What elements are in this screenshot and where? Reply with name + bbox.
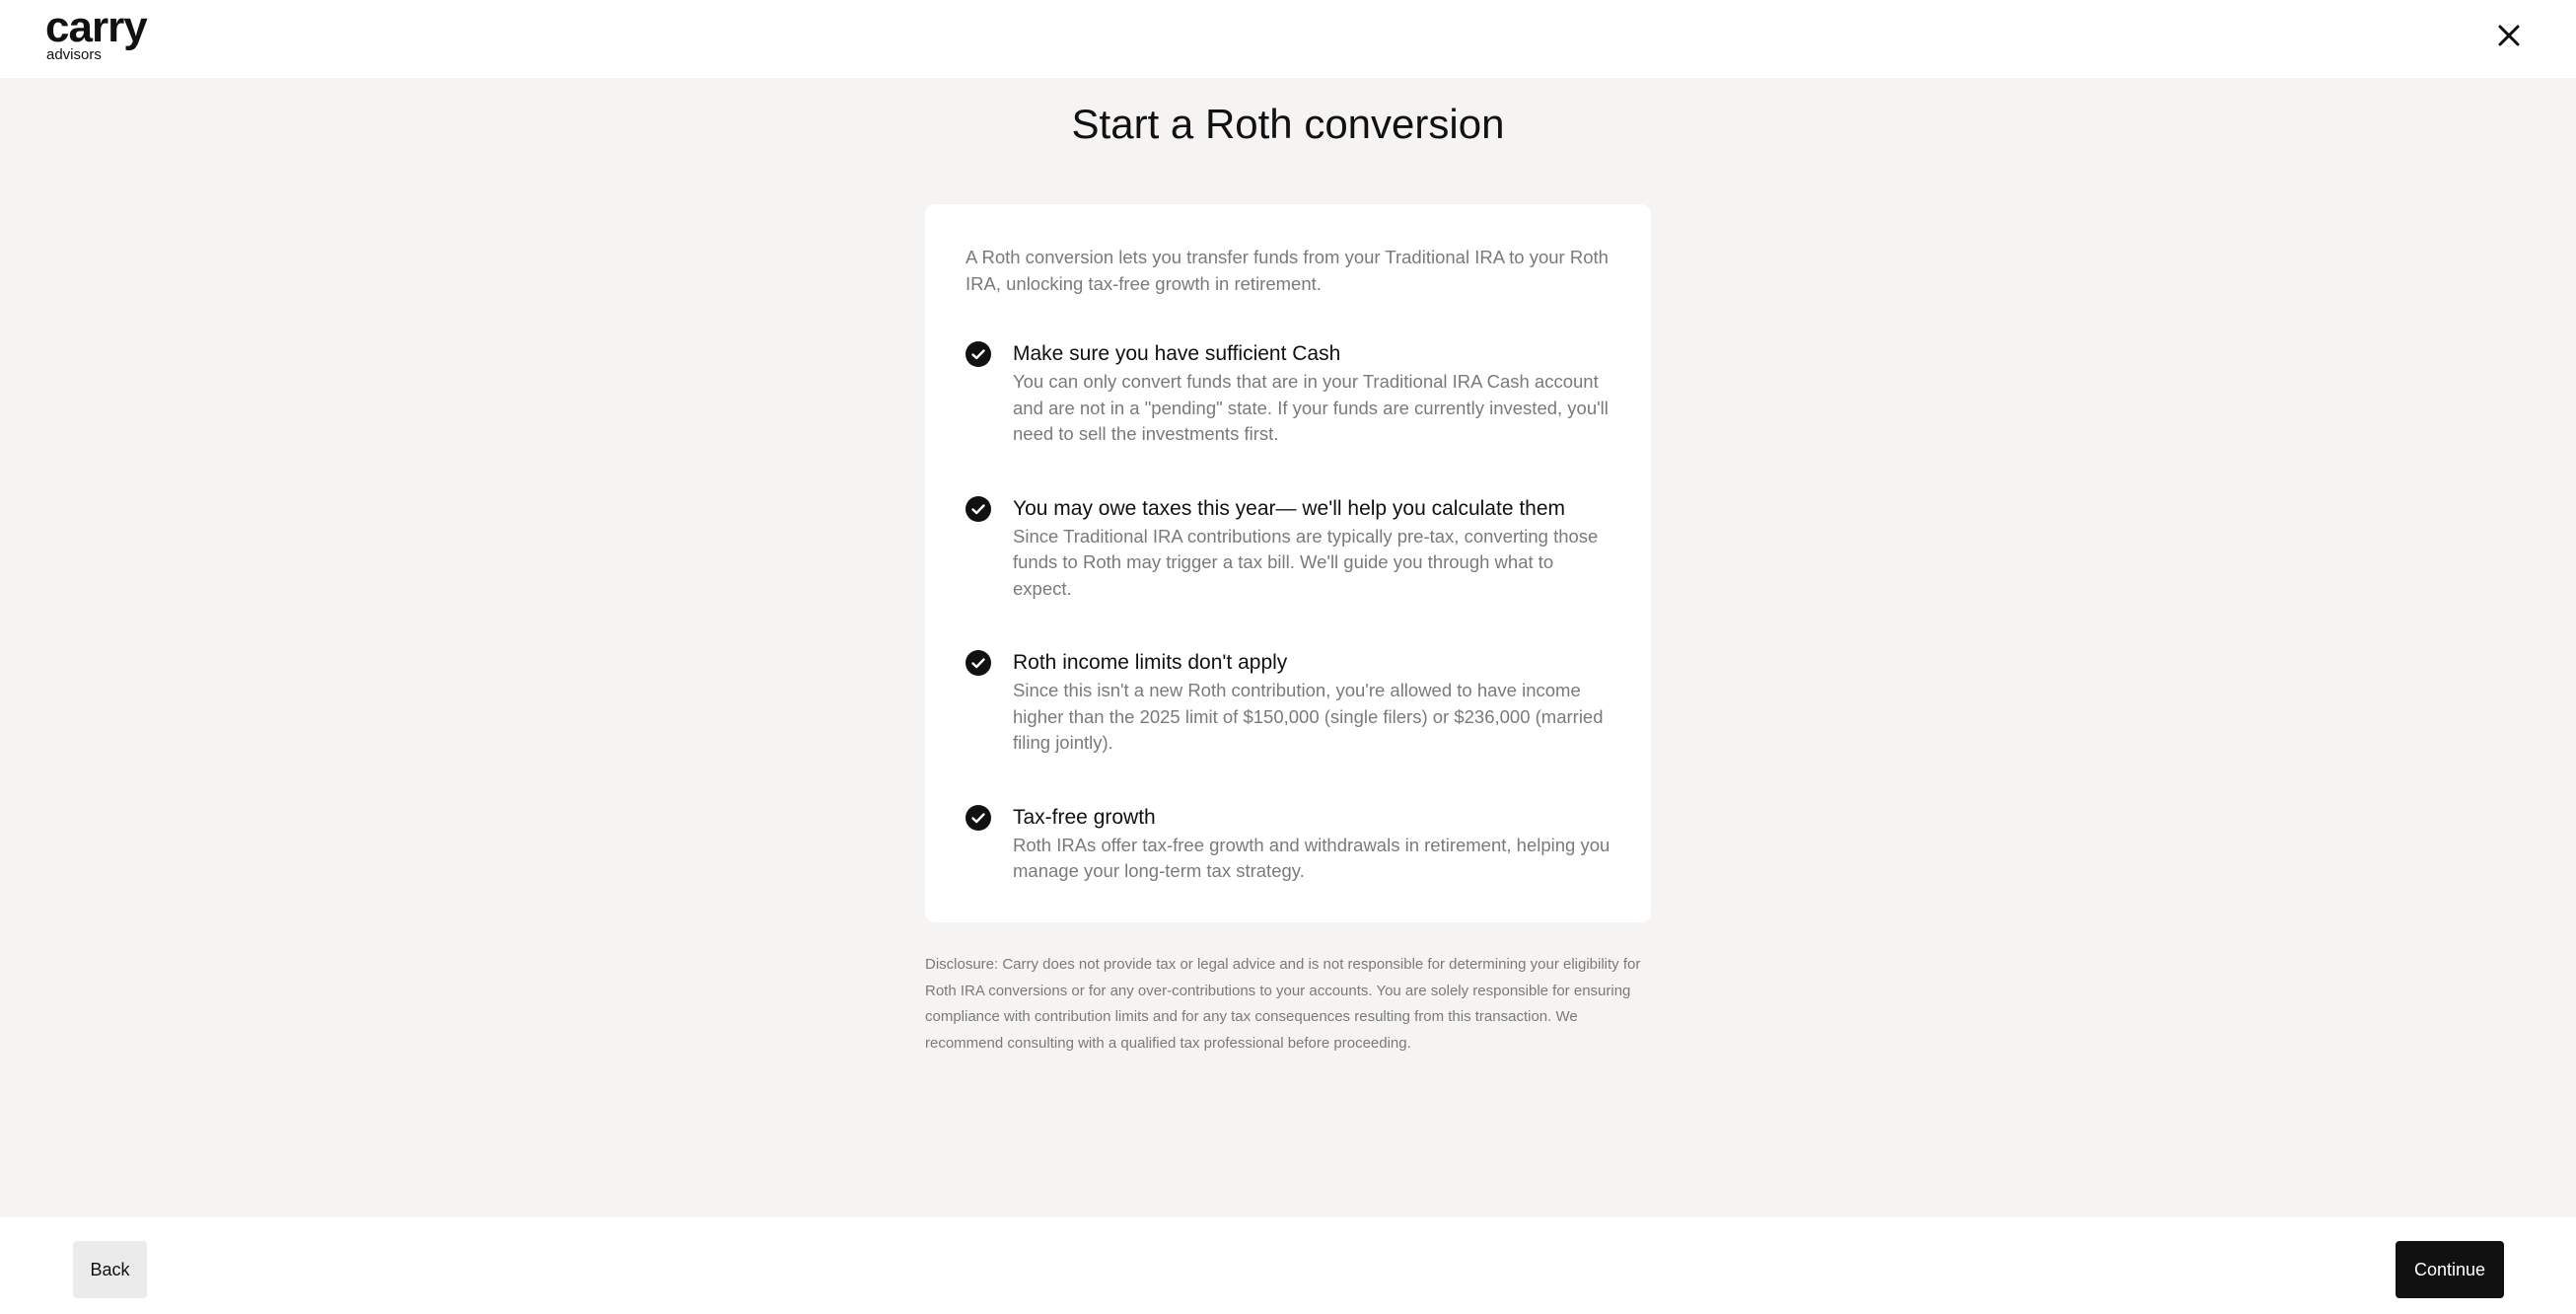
checklist <box>966 339 1611 885</box>
check-circle-icon <box>966 650 991 676</box>
top-bar <box>0 0 2576 78</box>
logo-wordmark: carry <box>45 3 147 51</box>
check-circle-icon <box>966 341 991 367</box>
item-title: Make sure you have sufficient Cash <box>1013 342 1341 365</box>
list-item <box>966 803 1611 885</box>
item-title: Tax-free growth <box>1013 805 1156 829</box>
list-item <box>966 339 1611 448</box>
continue-button[interactable]: Continue <box>2396 1241 2504 1298</box>
disclosure-text: Disclosure: Carry does not provide tax or legal advice and is not responsible for determining your eligibility for Roth IRA conversions or for any over-contributions to your accounts. You are solely responsible for ensuring compliance with contribution limits and for any tax consequences resulting from this transaction. We recommend consulting with a qualified tax professional before proceeding. <box>925 956 1641 1052</box>
check-circle-icon <box>966 496 991 522</box>
item-description: Roth IRAs offer tax-free growth and withdrawals in retirement, helping you manage your long-term tax strategy. <box>1013 834 1610 881</box>
item-description: Since Traditional IRA contributions are typically pre-tax, converting those funds to Roth may trigger a tax bill. We'll guide you through what to expect. <box>1013 525 1599 599</box>
list-item <box>966 648 1611 757</box>
back-button[interactable]: Back <box>73 1241 147 1298</box>
carry-advisors-logo[interactable] <box>45 3 147 63</box>
item-description: Since this isn't a new Roth contribution, you're allowed to have income higher than the 2025 limit of $150,000 (single filers) or $236,000 (married filing jointly). <box>1013 680 1604 753</box>
list-item <box>966 494 1611 603</box>
item-title: Roth income limits don't apply <box>1013 651 1288 674</box>
close-button[interactable] <box>2493 20 2525 51</box>
item-description: You can only convert funds that are in your Traditional IRA Cash account and are not in a "pending" state. If your funds are currently invested, you'll need to sell the investments first. <box>1013 371 1609 444</box>
footer-bar <box>0 1217 2576 1314</box>
info-card <box>925 204 1651 922</box>
close-icon <box>2498 25 2520 46</box>
logo-subtitle: advisors <box>46 46 102 63</box>
check-circle-icon <box>966 805 991 831</box>
page-title: Start a Roth conversion <box>1071 101 1505 147</box>
intro-text: A Roth conversion lets you transfer funds from your Traditional IRA to your Roth IRA, unlocking tax-free growth in retirement. <box>966 247 1609 294</box>
item-title: You may owe taxes this year— we'll help you calculate them <box>1013 496 1566 520</box>
